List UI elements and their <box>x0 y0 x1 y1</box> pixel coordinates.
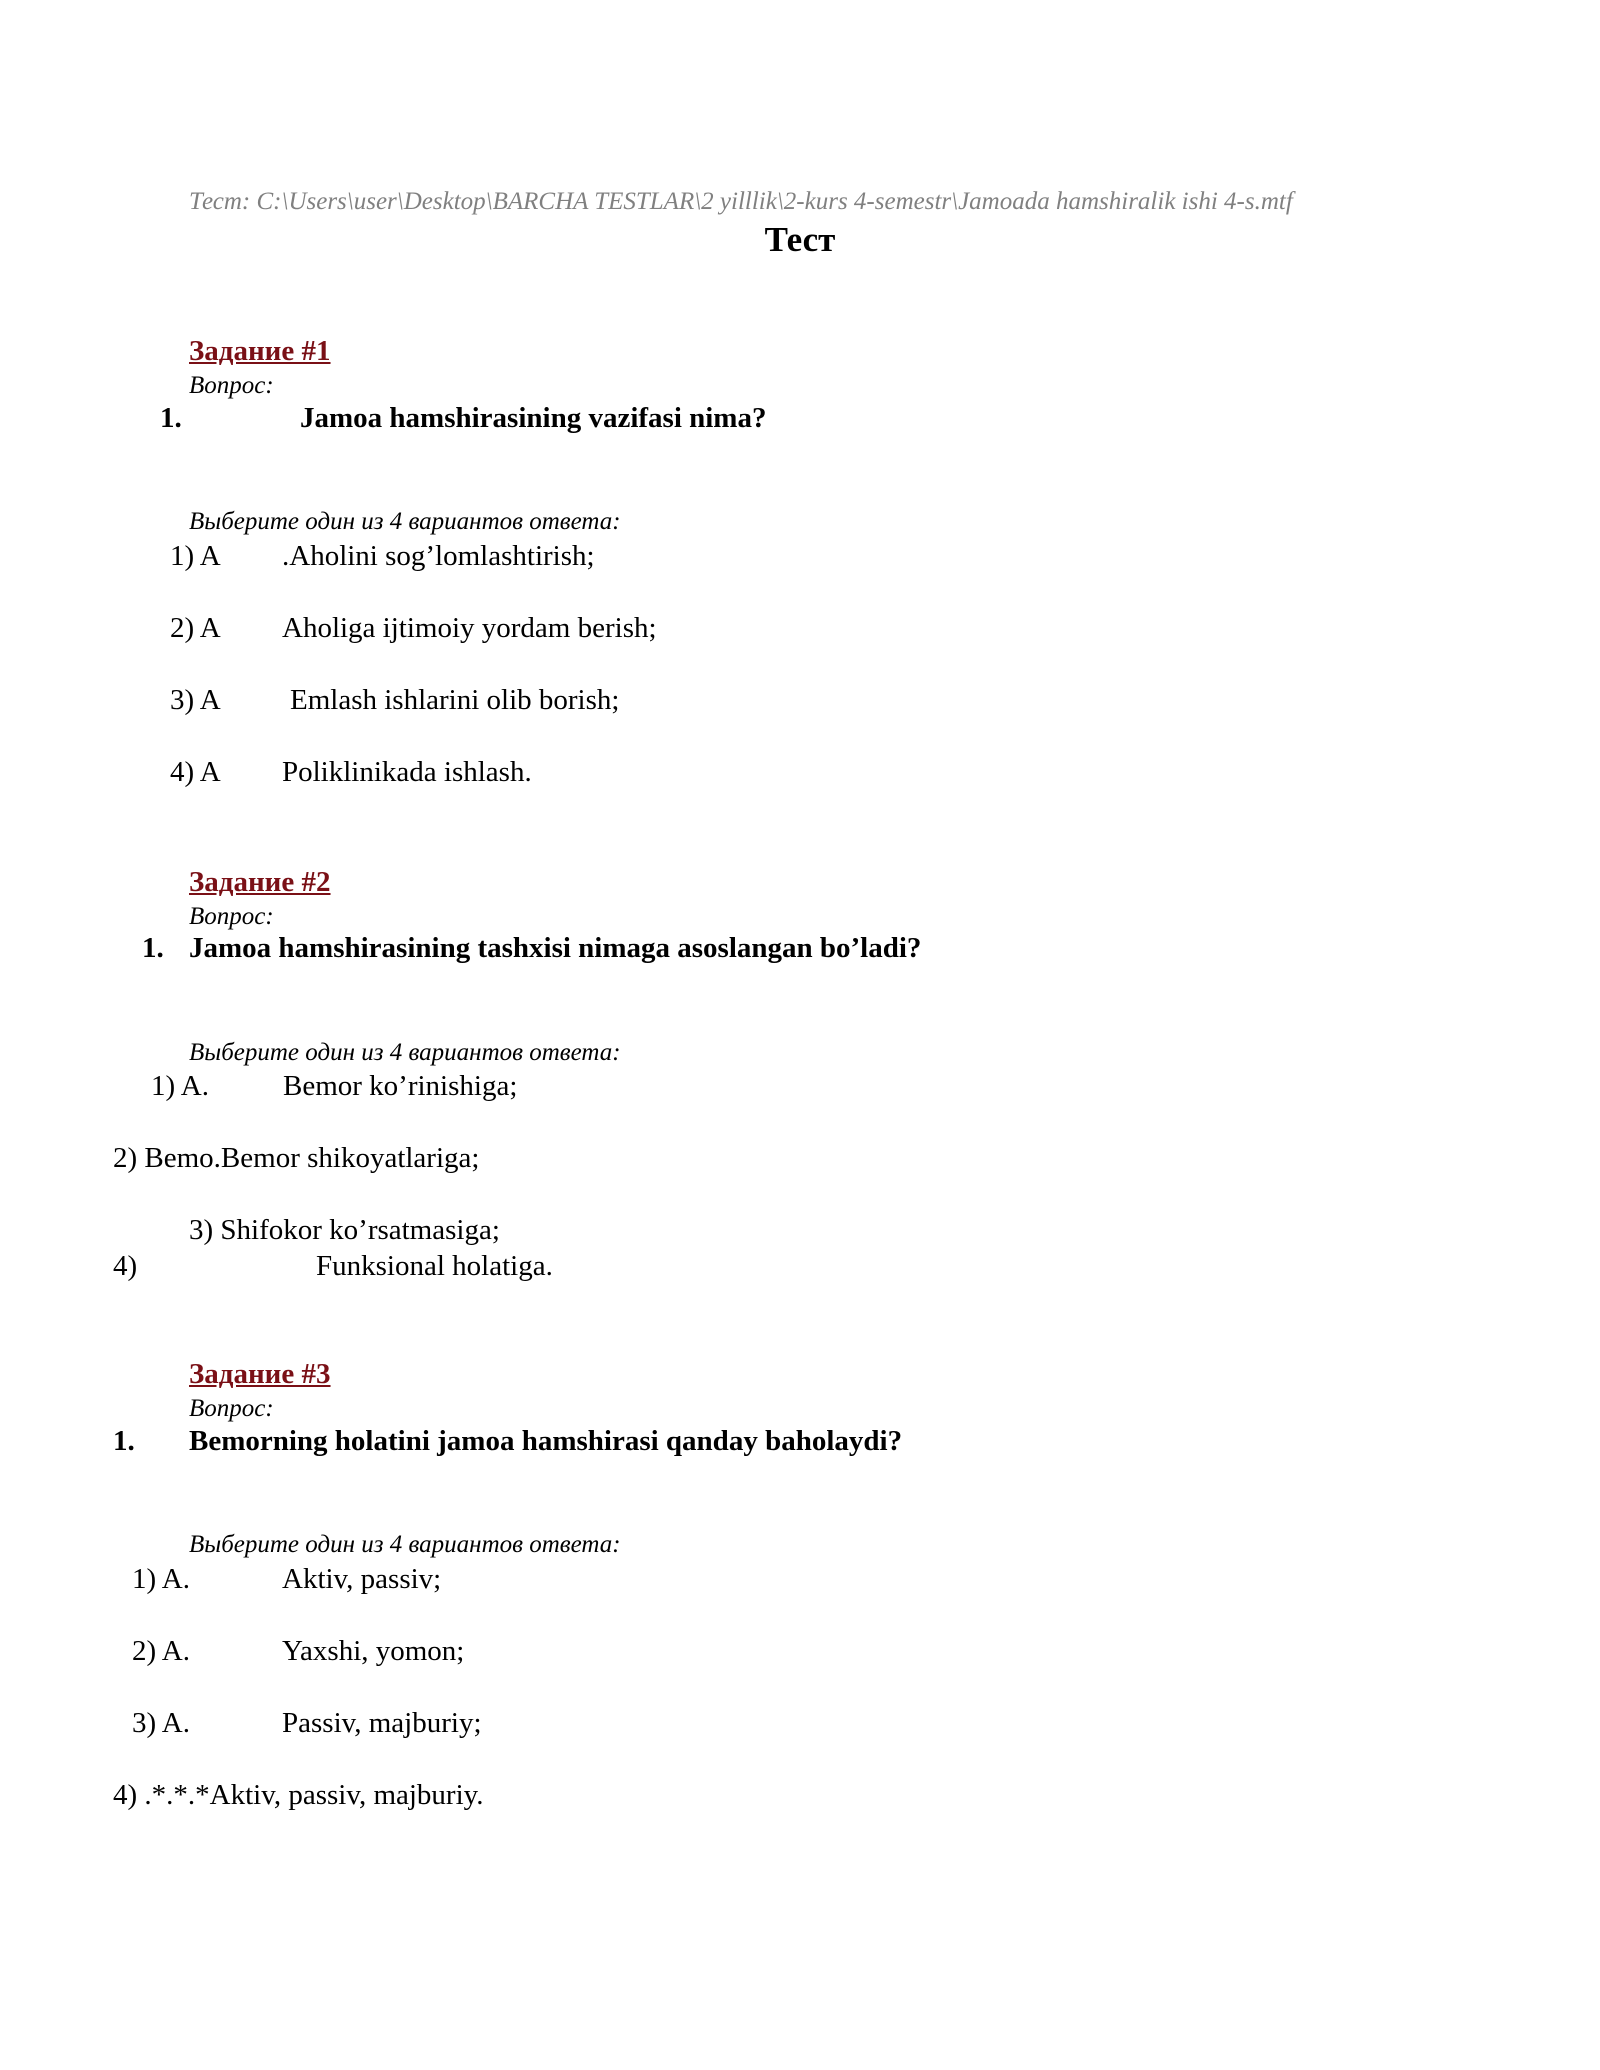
option-prefix: 2) A <box>170 612 221 644</box>
answers-label-3: Выберите один из 4 вариантов ответа: <box>189 1531 621 1558</box>
option-text: Aholiga ijtimoiy yordam berish; <box>282 612 657 644</box>
option-text: Yaxshi, yomon; <box>282 1635 465 1667</box>
option-prefix: 4) A <box>170 756 221 788</box>
option-text: Funksional holatiga. <box>316 1250 553 1282</box>
task-heading-1: Задание #1 <box>189 335 331 367</box>
task-heading-2: Задание #2 <box>189 866 331 898</box>
question-label-3: Вопрос: <box>189 1395 274 1422</box>
option-prefix: 2) A. <box>132 1635 190 1667</box>
option-text: Bemor ko’rinishiga; <box>283 1070 518 1102</box>
option-prefix: 3) Shifokor ko’rsatmasiga; <box>189 1214 500 1246</box>
option-prefix: 1) A. <box>151 1070 209 1102</box>
option-text: .Aholini sog’lomlashtirish; <box>282 540 595 572</box>
file-path: Тест: C:\Users\user\Desktop\BARCHA TESTLAR\2 yilllik\2-kurs 4-semestr\Jamoada hamshiralik ishi 4-s.mtf <box>189 188 1293 215</box>
question-text-3: Bemorning holatini jamoa hamshirasi qanday baholaydi? <box>189 1425 903 1457</box>
question-number-1: 1. <box>160 402 182 434</box>
question-label-1: Вопрос: <box>189 372 274 399</box>
option-text: Aktiv, passiv; <box>282 1563 442 1595</box>
answers-label-2: Выберите один из 4 вариантов ответа: <box>189 1039 621 1066</box>
task-heading-3: Задание #3 <box>189 1358 331 1390</box>
option-prefix: 4) .*.*.*Aktiv, passiv, majburiy. <box>113 1779 484 1811</box>
question-number-3: 1. <box>113 1425 135 1457</box>
answers-label-1: Выберите один из 4 вариантов ответа: <box>189 508 621 535</box>
question-text-2: Jamoa hamshirasining tashxisi nimaga asoslangan bo’ladi? <box>189 932 922 964</box>
page-title: Тест <box>764 220 836 259</box>
option-prefix: 3) A <box>170 684 221 716</box>
option-prefix: 3) A. <box>132 1707 190 1739</box>
option-prefix: 1) A <box>170 540 221 572</box>
option-prefix: 4) <box>113 1250 138 1282</box>
option-prefix: 2) Bemo.Bemor shikoyatlariga; <box>113 1142 480 1174</box>
option-text: Poliklinikada ishlash. <box>282 756 532 788</box>
question-text-1: Jamoa hamshirasining vazifasi nima? <box>300 402 767 434</box>
option-text: Passiv, majburiy; <box>282 1707 482 1739</box>
question-number-2: 1. <box>142 932 164 964</box>
option-text: Emlash ishlarini olib borish; <box>290 684 620 716</box>
option-prefix: 1) A. <box>132 1563 190 1595</box>
question-label-2: Вопрос: <box>189 903 274 930</box>
